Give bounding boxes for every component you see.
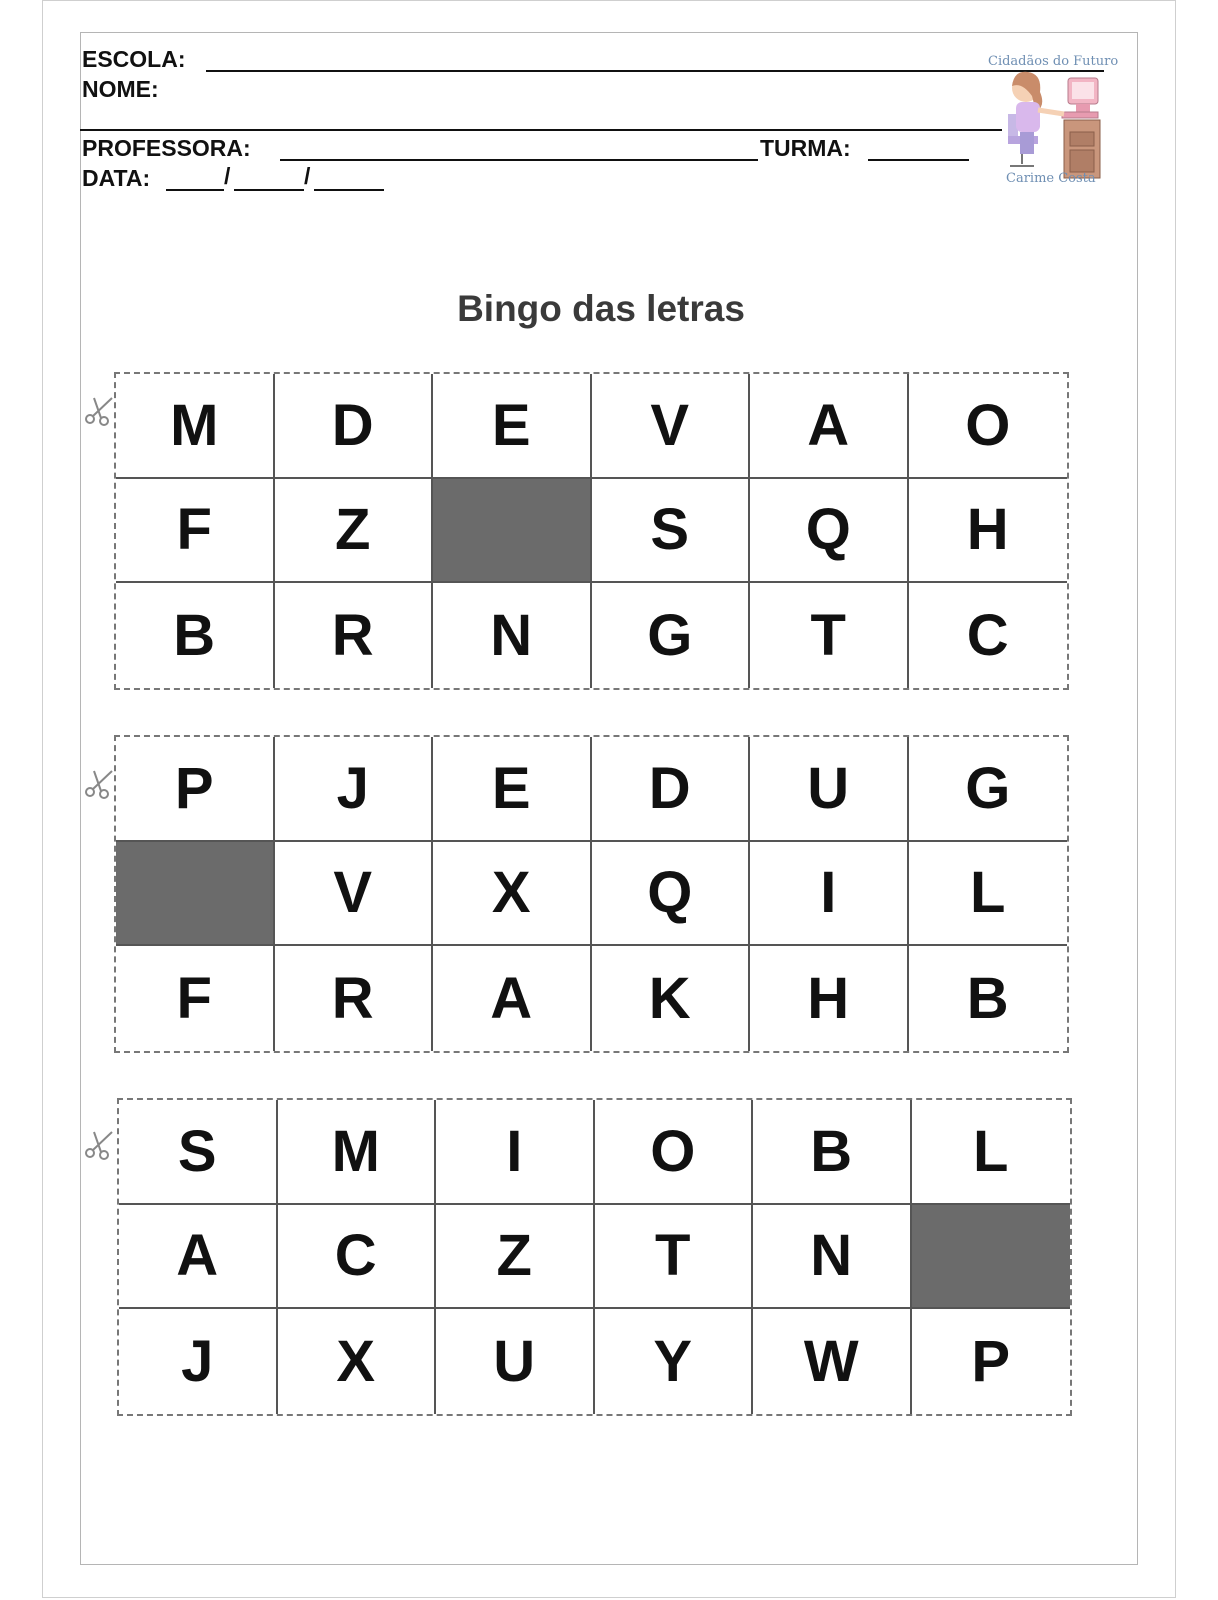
bingo-grid: [116, 374, 1067, 688]
bingo-cell[interactable]: O: [909, 374, 1068, 479]
bingo-grid: [116, 737, 1067, 1051]
bingo-cell[interactable]: M: [278, 1100, 437, 1205]
bingo-free-cell[interactable]: [433, 479, 592, 584]
bingo-cell[interactable]: Q: [750, 479, 909, 584]
bingo-cell[interactable]: J: [275, 737, 434, 842]
logo-bottom-text: Carime Costa: [1006, 171, 1096, 186]
bingo-cell[interactable]: K: [592, 946, 751, 1051]
bingo-cell[interactable]: B: [966, 966, 1009, 1032]
bingo-cell[interactable]: F: [116, 479, 275, 584]
bingo-cell[interactable]: L: [909, 842, 1068, 947]
bingo-cell[interactable]: Y: [595, 1309, 754, 1414]
bingo-card-1: [114, 372, 1069, 690]
turma-label: TURMA:: [760, 135, 851, 161]
bingo-cell[interactable]: V: [275, 842, 434, 947]
bingo-card-3: [117, 1098, 1072, 1416]
bingo-cell[interactable]: G: [592, 583, 751, 688]
bingo-cell[interactable]: H: [909, 479, 1068, 584]
bingo-cell[interactable]: B: [116, 583, 275, 688]
turma-line[interactable]: [868, 159, 969, 161]
bingo-cell[interactable]: S: [592, 479, 751, 584]
bingo-card-2: [114, 735, 1069, 1053]
bingo-cell[interactable]: O: [595, 1100, 754, 1205]
bingo-cell[interactable]: R: [275, 583, 434, 688]
bingo-cell[interactable]: J: [119, 1309, 278, 1414]
bingo-cell[interactable]: P: [971, 1329, 1011, 1395]
page-title: [0, 288, 1218, 330]
bingo-free-cell[interactable]: [912, 1205, 1071, 1310]
escola-label: ESCOLA:: [82, 46, 186, 72]
bingo-cell[interactable]: T: [750, 583, 909, 688]
bingo-cell[interactable]: B: [753, 1100, 912, 1205]
bingo-cell[interactable]: T: [595, 1205, 754, 1310]
data-label: DATA:: [82, 165, 151, 191]
professora-label: PROFESSORA:: [82, 135, 251, 161]
date-separator: /: [224, 163, 231, 189]
bingo-cell[interactable]: A: [433, 946, 592, 1051]
bingo-cell[interactable]: W: [753, 1309, 912, 1414]
scissors-icon: [82, 1128, 116, 1162]
bingo-cell[interactable]: Q: [592, 842, 751, 947]
page-title-text: Bingo das letras: [457, 288, 745, 329]
date-month-line[interactable]: [234, 189, 304, 191]
logo-top-text: Cidadãos do Futuro: [988, 54, 1119, 69]
bingo-cell[interactable]: A: [750, 374, 909, 479]
bingo-free-cell[interactable]: [116, 842, 275, 947]
bingo-cell[interactable]: G: [909, 737, 1068, 842]
bingo-cell[interactable]: D: [592, 737, 751, 842]
nome-line[interactable]: [80, 129, 1002, 131]
date-year-line[interactable]: [314, 189, 384, 191]
bingo-cell[interactable]: E: [433, 737, 592, 842]
date-day-line[interactable]: [166, 189, 224, 191]
bingo-cell[interactable]: E: [433, 374, 592, 479]
bingo-cell[interactable]: X: [278, 1309, 437, 1414]
date-separator: /: [304, 163, 311, 189]
escola-line[interactable]: [206, 70, 1104, 72]
scissors-icon: [82, 767, 116, 801]
bingo-cell[interactable]: P: [116, 737, 275, 842]
bingo-cell[interactable]: V: [592, 374, 751, 479]
bingo-cell[interactable]: C: [966, 603, 1009, 669]
bingo-cell[interactable]: L: [912, 1100, 1071, 1205]
bingo-cell[interactable]: X: [433, 842, 592, 947]
professora-line[interactable]: [280, 159, 758, 161]
bingo-cell[interactable]: F: [116, 946, 275, 1051]
bingo-cell[interactable]: I: [750, 842, 909, 947]
bingo-cell[interactable]: Z: [436, 1205, 595, 1310]
bingo-cell[interactable]: C: [278, 1205, 437, 1310]
bingo-cell[interactable]: U: [750, 737, 909, 842]
bingo-cell[interactable]: S: [119, 1100, 278, 1205]
bingo-cell[interactable]: M: [116, 374, 275, 479]
bingo-cell[interactable]: U: [436, 1309, 595, 1414]
bingo-cell[interactable]: A: [119, 1205, 278, 1310]
bingo-cell[interactable]: H: [750, 946, 909, 1051]
bingo-cell[interactable]: N: [753, 1205, 912, 1310]
bingo-cell[interactable]: R: [275, 946, 434, 1051]
bingo-cell[interactable]: N: [433, 583, 592, 688]
nome-label: NOME:: [82, 76, 159, 102]
bingo-cell[interactable]: D: [275, 374, 434, 479]
bingo-cell[interactable]: I: [436, 1100, 595, 1205]
bingo-grid: [119, 1100, 1070, 1414]
bingo-cell[interactable]: Z: [275, 479, 434, 584]
scissors-icon: [82, 394, 116, 428]
